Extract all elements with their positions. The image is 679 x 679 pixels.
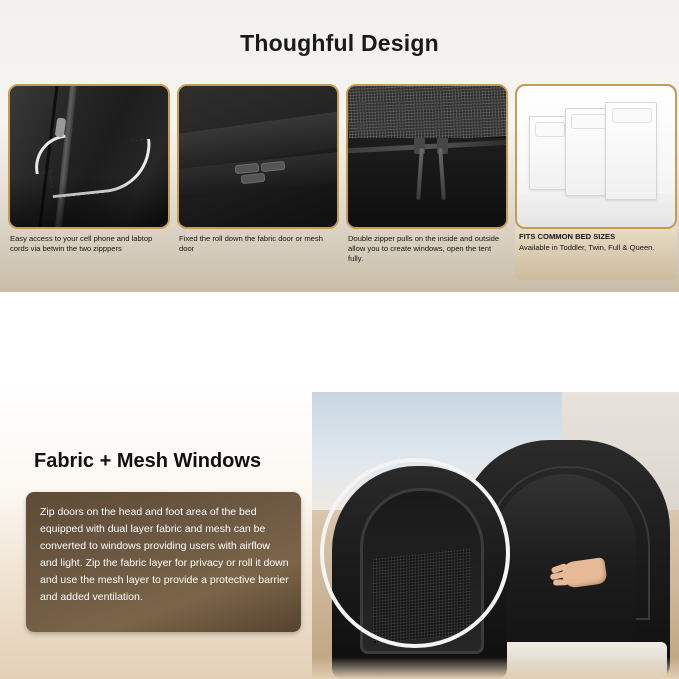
bed-tent-with-hand-photo xyxy=(312,392,679,679)
feature-caption-4-heading: FITS COMMON BED SIZES xyxy=(519,232,616,241)
rolled-fabric-door-straps-photo xyxy=(177,84,339,229)
description-box xyxy=(26,492,301,632)
section-divider xyxy=(0,292,679,380)
section-title-fabric-mesh-windows: Fabric + Mesh Windows xyxy=(34,450,262,472)
section-title-thoughtful-design: Thoughful Design xyxy=(240,30,439,56)
feature-caption-3: Double zipper pulls on the inside and outside allow you to create windows, open the tent fully. xyxy=(348,234,500,264)
feature-caption-4-body: Available in Toddler, Twin, Full & Queen. xyxy=(519,243,655,252)
hand-illustration xyxy=(560,557,607,589)
feature-caption-4 xyxy=(519,231,675,253)
fabric-mesh-windows-section xyxy=(0,380,679,679)
zipper-cable-passthrough-photo xyxy=(8,84,170,229)
double-zipper-pulls-photo xyxy=(346,84,508,229)
feature-caption-1: Easy access to your cell phone and labtop cords via betwin the two zipppers xyxy=(10,234,153,254)
description-text: Zip doors on the head and foot area of the bed equipped with dual layer fabric and mesh can be converted to windows providing users with airflow and light. Zip the fabric layer for privacy or roll it down and use the mesh layer to provide a protective barrier and added ventilation. xyxy=(40,506,289,603)
bed-sizes-photo xyxy=(515,84,677,229)
feature-card-2 xyxy=(177,84,339,280)
feature-card-1 xyxy=(8,84,170,280)
feature-card-4 xyxy=(515,84,677,280)
feature-card-row xyxy=(8,84,671,280)
feature-caption-2: Fixed the roll down the fabric door or mesh door xyxy=(179,234,323,254)
feature-card-3 xyxy=(346,84,508,280)
callout-highlight-ring xyxy=(320,458,510,648)
thoughtful-design-section xyxy=(0,0,679,292)
